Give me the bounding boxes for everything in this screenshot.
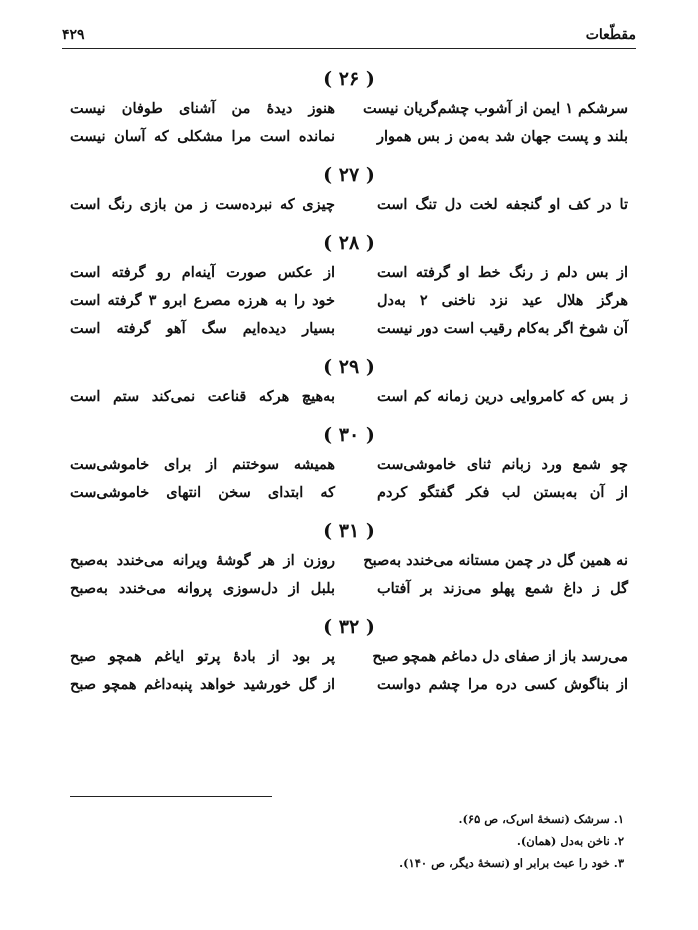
poem-number: ( ۲۷ )	[323, 164, 375, 186]
first-hemistich: از آن به‌بستن لب فکر گفتگو کردم	[377, 483, 628, 501]
second-hemistich: خود را به هرزه مصرع ابرو ۳ گرفته است	[70, 291, 335, 309]
couplet	[70, 546, 628, 574]
section-title: مقطّعات	[585, 27, 636, 43]
poem	[70, 160, 628, 218]
couplet	[70, 122, 628, 150]
first-hemistich: تا در کف او گنجفه لخت دل تنگ است	[377, 195, 628, 213]
couplet	[70, 574, 628, 602]
poem-number: ( ۳۱ )	[323, 520, 375, 542]
poem-number: ( ۳۰ )	[323, 424, 375, 446]
poem-number: ( ۲۹ )	[323, 356, 375, 378]
first-hemistich: گل ز داغ شمع پهلو می‌زند بر آفتاب	[377, 579, 628, 597]
poem-number: ( ۳۲ )	[323, 616, 375, 638]
poem-list	[70, 62, 628, 698]
second-hemistich: بلبل از دل‌سوزی پروانه می‌خندد به‌صبح	[70, 579, 335, 597]
couplet	[70, 258, 628, 286]
poem	[70, 228, 628, 342]
first-hemistich: سرشکم ۱ ایمن از آشوب چشم‌گریان نیست	[362, 99, 628, 117]
poem	[70, 612, 628, 698]
footnotes	[70, 808, 624, 874]
first-hemistich: هرگز هلال عید نزد ناخنی ۲ به‌دل	[377, 291, 628, 309]
first-hemistich: نه همین گل در چمن مستانه می‌خندد به‌صبح	[363, 551, 628, 569]
second-hemistich: از گل خورشید خواهد پنبه‌داغم همچو صبح	[70, 675, 335, 693]
first-hemistich: از بناگوش کسی دره مرا چشم دواست	[377, 675, 628, 693]
second-hemistich: پر بود از بادهٔ پرتو ایاغم همچو صبح	[70, 647, 335, 665]
footnote: ۲. ناخن به‌دل (همان).	[516, 834, 624, 848]
second-hemistich: به‌هیچ هرکه قناعت نمی‌کند ستم است	[70, 387, 335, 405]
page-header	[62, 22, 636, 48]
poem-number: ( ۲۸ )	[323, 232, 375, 254]
first-hemistich: چو شمع ورد زبانم ثنای خاموشی‌ست	[377, 455, 628, 473]
second-hemistich: از عکس صورت آینه‌ام رو گرفته است	[70, 263, 335, 281]
second-hemistich: همیشه سوختنم از برای خاموشی‌ست	[70, 455, 335, 473]
first-hemistich: می‌رسد باز از صفای دل دماغم همچو صبح	[372, 647, 628, 665]
couplet	[70, 450, 628, 478]
poem	[70, 516, 628, 602]
page-number: ۴۲۹	[62, 27, 85, 43]
second-hemistich: هنوز دیدهٔ من آشنای طوفان نیست	[70, 99, 335, 117]
second-hemistich: چیزی که نبرده‌ست ز من بازی رنگ است	[70, 195, 335, 213]
footnote: ۳. خود را عبث برابر او (نسخهٔ دیگر، ص ۱۴۰).	[399, 856, 624, 870]
second-hemistich: بسیار دیده‌ایم سگ آهو گرفته است	[70, 319, 335, 337]
second-hemistich: که ابتدای سخن انتهای خاموشی‌ست	[70, 483, 335, 501]
second-hemistich: نمانده است مرا مشکلی که آسان نیست	[70, 127, 335, 145]
couplet	[70, 190, 628, 218]
poem	[70, 64, 628, 150]
first-hemistich: از بس دلم ز رنگ خط او گرفته است	[377, 263, 628, 281]
poem	[70, 352, 628, 410]
second-hemistich: روزن از هر گوشهٔ ویرانه می‌خندد به‌صبح	[70, 551, 335, 569]
couplet	[70, 314, 628, 342]
couplet	[70, 642, 628, 670]
first-hemistich: ز بس که کامروایی درین زمانه کم است	[377, 387, 628, 405]
footnote: ۱. سرشک (نسخهٔ اس‌ک، ص ۶۵).	[458, 812, 624, 826]
first-hemistich: بلند و پست جهان شد به‌من ز بس هموار	[377, 127, 628, 145]
first-hemistich: آن شوخ اگر به‌کام رقیب است دور نیست	[377, 319, 628, 337]
couplet	[70, 286, 628, 314]
poem-number: ( ۲۶ )	[323, 68, 375, 90]
couplet	[70, 670, 628, 698]
couplet	[70, 94, 628, 122]
couplet	[70, 382, 628, 410]
poem	[70, 420, 628, 506]
couplet	[70, 478, 628, 506]
footnote-divider	[70, 796, 272, 797]
header-divider	[62, 48, 636, 49]
